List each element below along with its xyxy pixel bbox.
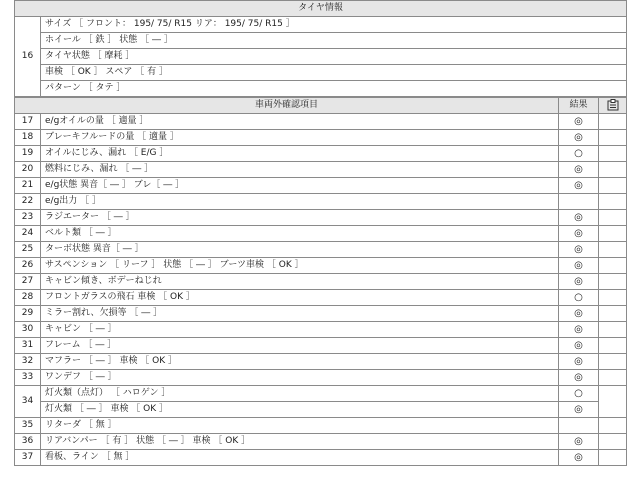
row-result: ◎	[559, 130, 599, 146]
row-number: 25	[15, 242, 41, 258]
row-number: 36	[15, 434, 41, 450]
row-result	[559, 418, 599, 434]
row-result: ◎	[559, 434, 599, 450]
row-number: 32	[15, 354, 41, 370]
table-row	[15, 354, 627, 370]
row-extra	[599, 274, 627, 290]
row-text: e/gオイルの量 ［ 適量 ］	[41, 114, 559, 130]
inspection-sheet	[14, 0, 626, 466]
row-result: ◎	[559, 226, 599, 242]
row-result: ◎	[559, 242, 599, 258]
row-extra	[599, 242, 627, 258]
row-number: 28	[15, 290, 41, 306]
row-text: 灯火類 ［ ― ］ 車検 ［ OK ］	[41, 402, 559, 418]
row-extra	[599, 210, 627, 226]
tire-section-number: 16	[15, 17, 41, 97]
table-row	[15, 434, 627, 450]
table-row	[15, 114, 627, 130]
row-result: ○	[559, 290, 599, 306]
table-row	[15, 162, 627, 178]
table-row	[15, 130, 627, 146]
row-extra	[599, 226, 627, 242]
row-text: ブレーキフルードの量 ［ 適量 ］	[41, 130, 559, 146]
row-text: フロントガラスの飛石 車検 ［ OK ］	[41, 290, 559, 306]
row-extra	[599, 290, 627, 306]
table-row	[15, 194, 627, 210]
table-row	[15, 450, 627, 466]
row-extra	[599, 338, 627, 354]
row-text: 燃料にじみ、漏れ ［ ― ］	[41, 162, 559, 178]
row-text: ミラー割れ、欠損等 ［ ― ］	[41, 306, 559, 322]
row-extra	[599, 354, 627, 370]
row-result: ◎	[559, 338, 599, 354]
row-text: ターボ状態 異音［ ― ］	[41, 242, 559, 258]
row-extra	[599, 194, 627, 210]
row-result: ○	[559, 386, 599, 402]
table-row	[15, 402, 627, 418]
row-number: 22	[15, 194, 41, 210]
row-extra	[599, 306, 627, 322]
table-row	[15, 370, 627, 386]
row-number: 17	[15, 114, 41, 130]
row-extra	[599, 418, 627, 434]
row-number: 20	[15, 162, 41, 178]
tire-row: パターン ［ タテ ］	[41, 81, 627, 97]
row-result: ◎	[559, 354, 599, 370]
row-text: e/g状態 異音［ ― ］ ブレ［ ― ］	[41, 178, 559, 194]
row-number: 19	[15, 146, 41, 162]
row-extra	[599, 450, 627, 466]
row-extra	[599, 146, 627, 162]
row-extra	[599, 114, 627, 130]
row-number: 23	[15, 210, 41, 226]
row-number: 26	[15, 258, 41, 274]
tire-section-title: タイヤ情報	[15, 1, 627, 17]
row-result: ◎	[559, 210, 599, 226]
row-extra	[599, 130, 627, 146]
row-extra	[599, 258, 627, 274]
row-number: 34	[15, 386, 41, 418]
row-text: リターダ ［ 無 ］	[41, 418, 559, 434]
table-row	[15, 210, 627, 226]
table-row	[15, 226, 627, 242]
row-extra	[599, 370, 627, 386]
table-row	[15, 306, 627, 322]
row-extra	[599, 434, 627, 450]
table-row	[15, 242, 627, 258]
row-result: ◎	[559, 178, 599, 194]
row-result: ◎	[559, 162, 599, 178]
row-text: フレーム ［ ― ］	[41, 338, 559, 354]
row-result: ◎	[559, 402, 599, 418]
row-number: 29	[15, 306, 41, 322]
row-result: ◎	[559, 114, 599, 130]
row-text: 看板、ライン ［ 無 ］	[41, 450, 559, 466]
row-number: 18	[15, 130, 41, 146]
row-extra	[599, 162, 627, 178]
row-number: 31	[15, 338, 41, 354]
table-row	[15, 274, 627, 290]
table-row	[15, 146, 627, 162]
row-text: ラジエーター ［ ― ］	[41, 210, 559, 226]
row-result: ◎	[559, 306, 599, 322]
row-extra	[599, 322, 627, 338]
row-text: リアバンパー ［ 有 ］ 状態 ［ ― ］ 車検 ［ OK ］	[41, 434, 559, 450]
row-result	[559, 194, 599, 210]
row-number: 33	[15, 370, 41, 386]
row-text: オイルにじみ、漏れ ［ E/G ］	[41, 146, 559, 162]
row-text: ベルト類 ［ ― ］	[41, 226, 559, 242]
row-number: 35	[15, 418, 41, 434]
row-result: ○	[559, 146, 599, 162]
row-result: ◎	[559, 274, 599, 290]
tire-row: サイズ ［ フロント： 195/ 75/ R15 リア： 195/ 75/ R15 ］	[41, 17, 627, 33]
exterior-check-table	[14, 97, 627, 466]
table-row	[15, 386, 627, 402]
tire-row: ホイール ［ 鉄 ］ 状態 ［ ― ］	[41, 33, 627, 49]
exterior-section-title: 車両外確認項目	[15, 98, 559, 114]
table-row	[15, 258, 627, 274]
row-text: キャビン ［ ― ］	[41, 322, 559, 338]
result-header: 結果	[559, 98, 599, 114]
table-row	[15, 338, 627, 354]
row-number: 30	[15, 322, 41, 338]
tire-row: タイヤ状態 ［ 摩耗 ］	[41, 49, 627, 65]
row-text: e/g出力 ［ ］	[41, 194, 559, 210]
row-text: 灯火類（点灯） ［ ハロゲン ］	[41, 386, 559, 402]
tire-info-table	[14, 0, 627, 97]
row-result: ◎	[559, 370, 599, 386]
row-number: 21	[15, 178, 41, 194]
table-row	[15, 418, 627, 434]
table-row	[15, 322, 627, 338]
row-result: ◎	[559, 258, 599, 274]
clipboard-icon[interactable]	[599, 98, 627, 114]
tire-row: 車検 ［ OK ］ スペア ［ 有 ］	[41, 65, 627, 81]
table-row	[15, 290, 627, 306]
row-number: 24	[15, 226, 41, 242]
row-number: 27	[15, 274, 41, 290]
row-text: サスペンション ［ リーフ ］ 状態 ［ ― ］ ブーツ車検 ［ OK ］	[41, 258, 559, 274]
row-text: マフラー ［ ― ］ 車検 ［ OK ］	[41, 354, 559, 370]
row-extra	[599, 386, 627, 418]
row-text: キャビン傾き、ボデーねじれ	[41, 274, 559, 290]
row-number: 37	[15, 450, 41, 466]
row-result: ◎	[559, 322, 599, 338]
row-result: ◎	[559, 450, 599, 466]
table-row	[15, 178, 627, 194]
row-extra	[599, 178, 627, 194]
row-text: ワンデフ ［ ― ］	[41, 370, 559, 386]
